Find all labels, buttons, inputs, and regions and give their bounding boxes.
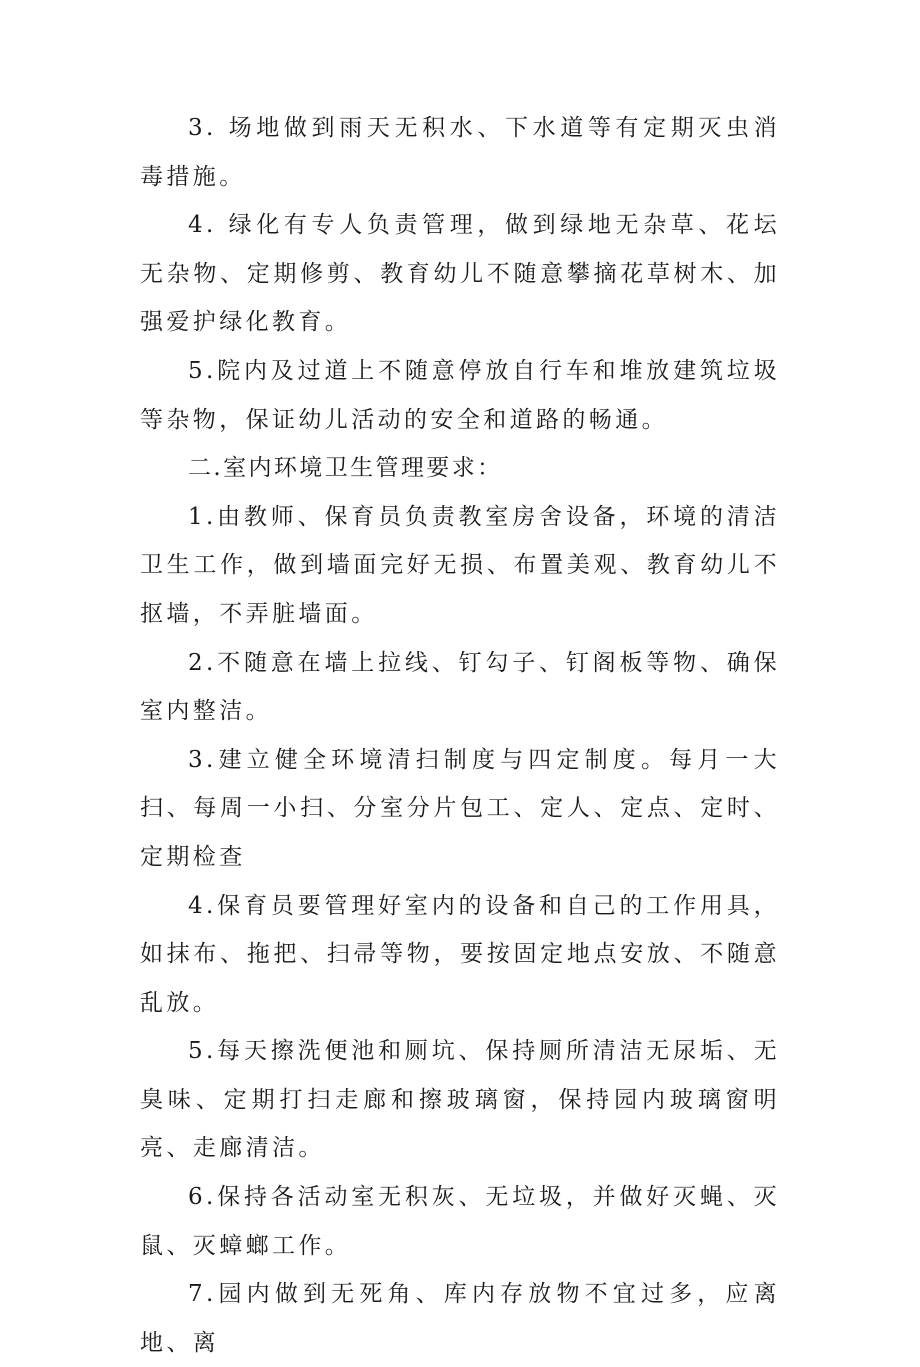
paragraph-toilet-cleaning: 5.每天擦洗便池和厕坑、保持厕所清洁无尿垢、无臭味、定期打扫走廊和擦玻璃窗，保持园内玻璃窗明亮、走廊清洁。: [140, 1038, 780, 1162]
document-body: [140, 104, 780, 1367]
paragraph-equipment-storage: 4.保育员要管理好室内的设备和自己的工作用具，如抹布、拖把、扫帚等物，要按固定地点安放、不随意乱放。: [140, 892, 780, 1016]
section-heading-indoor-hygiene: 二.室内环境卫生管理要求：: [188, 455, 503, 482]
paragraph-storage-rules: 7.园内做到无死角、库内存放物不宜过多，应离地、离: [140, 1281, 780, 1356]
paragraph-site-drainage: 3. 场地做到雨天无积水、下水道等有定期灭虫消毒措施。: [140, 115, 780, 190]
paragraph-wall-rules: 2.不随意在墙上拉线、钉勾子、钉阁板等物、确保室内整洁。: [140, 649, 780, 725]
paragraph-cleaning-system: 3.建立健全环境清扫制度与四定制度。每月一大扫、每周一小扫、分室分片包工、定人、定点、定时、定期检查: [140, 746, 780, 870]
paragraph-greening-management: 4. 绿化有专人负责管理，做到绿地无杂草、花坛无杂物、定期修剪、教育幼儿不随意攀摘花草树木、加强爱护绿化教育。: [140, 212, 780, 336]
paragraph-classroom-cleaning: 1.由教师、保育员负责教室房舍设备，环境的清洁卫生工作，做到墙面完好无损、布置美观、教育幼儿不抠墙，不弄脏墙面。: [140, 503, 780, 627]
paragraph-courtyard-clearance: 5.院内及过道上不随意停放自行车和堆放建筑垃圾等杂物，保证幼儿活动的安全和道路的畅通。: [140, 357, 780, 433]
paragraph-pest-control: 6.保持各活动室无积灰、无垃圾，并做好灭蝇、灭鼠、灭蟑螂工作。: [140, 1184, 780, 1259]
